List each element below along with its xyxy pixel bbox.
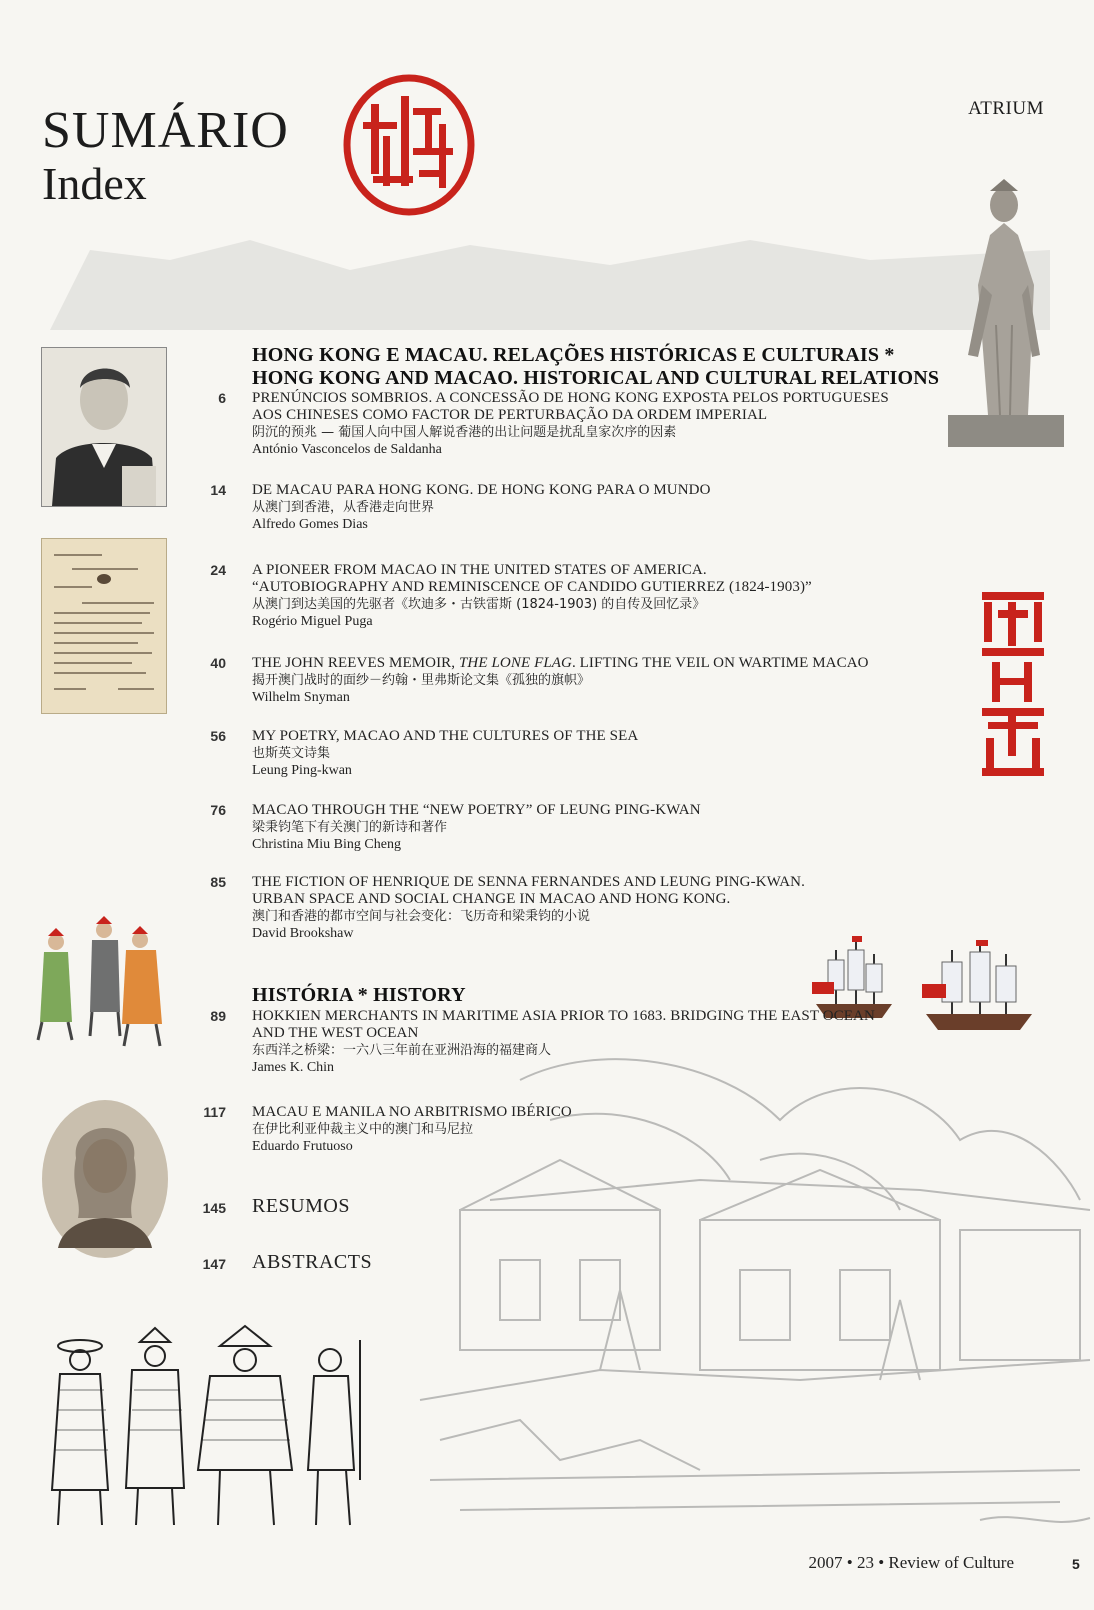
- page-number: 85: [210, 874, 226, 890]
- entry-author: Christina Miu Bing Cheng: [252, 837, 401, 852]
- entry-title-part: THE JOHN REEVES MEMOIR,: [252, 655, 459, 671]
- chinese-figures-illustration: [28, 912, 178, 1062]
- background-watermark: [50, 230, 1050, 330]
- page-number: 117: [203, 1104, 226, 1120]
- entry-author: Eduardo Frutuoso: [252, 1139, 353, 1154]
- entry-title-italic: THE LONE FLAG: [458, 655, 572, 671]
- page-number: 40: [210, 655, 226, 671]
- entry-author: David Brookshaw: [252, 926, 354, 941]
- page-title: SUMÁRIO: [42, 102, 289, 159]
- page-number: 24: [210, 562, 226, 578]
- entry-title-line: PRENÚNCIOS SOMBRIOS. A CONCESSÃO DE HONG KONG EXPOSTA PELOS PORTUGUESES: [252, 390, 889, 406]
- section-label: ATRIUM: [968, 98, 1044, 119]
- entry-author: Alfredo Gomes Dias: [252, 517, 368, 532]
- historical-letter-image: [41, 538, 167, 714]
- page-number: 145: [202, 1200, 226, 1216]
- page-number: 14: [210, 482, 226, 498]
- entry-author: Rogério Miguel Puga: [252, 614, 373, 629]
- footer-issue-info: 2007 • 23 • Review of Culture: [808, 1553, 1014, 1572]
- entry-label: ABSTRACTS: [252, 1251, 373, 1273]
- entry-author: António Vasconcelos de Saldanha: [252, 442, 442, 457]
- entry-title-line: [252, 655, 952, 672]
- entry-title-line: AND THE WEST OCEAN: [252, 1025, 419, 1041]
- section-title-en: HONG KONG AND MACAO. HISTORICAL AND CULTURAL RELATIONS: [252, 367, 940, 389]
- section-title-pt: HONG KONG E MACAU. RELAÇÕES HISTÓRICAS E CULTURAIS *: [252, 344, 895, 366]
- entry-title-line: MACAO THROUGH THE “NEW POETRY” OF LEUNG PING-KWAN: [252, 802, 701, 818]
- entry-chinese-title: 东西洋之桥梁：一六八三年前在亚洲沿海的福建商人: [252, 1043, 552, 1058]
- entry-chinese-title: 澳门和香港的都市空间与社会变化：飞历奇和梁秉钧的小说: [252, 909, 591, 924]
- oval-portrait-engraving: [40, 1098, 170, 1260]
- page-number: 6: [218, 390, 226, 406]
- entry-author: Wilhelm Snyman: [252, 690, 350, 705]
- footer-page-number: 5: [1072, 1556, 1080, 1572]
- entry-title-line: A PIONEER FROM MACAO IN THE UNITED STATES OF AMERICA.: [252, 562, 707, 578]
- entry-author: James K. Chin: [252, 1060, 335, 1075]
- entry-chinese-title: 也斯英文诗集: [252, 746, 331, 761]
- entry-chinese-title: 从澳门到达美国的先驱者《坎迪多・古铁雷斯 (1824-1903) 的自传及回忆录》: [252, 597, 706, 612]
- entry-title-part: . LIFTING THE VEIL ON WARTIME MACAO: [571, 655, 869, 671]
- entry-chinese-title: 从澳门到香港，从香港走向世界: [252, 500, 435, 515]
- entry-title-line: DE MACAU PARA HONG KONG. DE HONG KONG PARA O MUNDO: [252, 482, 711, 498]
- entry-title-line: THE FICTION OF HENRIQUE DE SENNA FERNANDES AND LEUNG PING-KWAN.: [252, 874, 805, 890]
- entry-chinese-title: 在伊比利亚仲裁主义中的澳门和马尼拉: [252, 1122, 474, 1137]
- engraved-figures-illustration: [30, 1320, 390, 1540]
- page-number: 76: [210, 802, 226, 818]
- page-number: 147: [202, 1256, 226, 1272]
- red-vertical-seal: [978, 588, 1048, 778]
- entry-author: Leung Ping-kwan: [252, 763, 352, 778]
- entry-chinese-title: 阴沉的预兆 — 葡国人向中国人解说香港的出让问题是扰乱皇家次序的因素: [252, 425, 677, 440]
- statue-photo: [948, 165, 1064, 447]
- entry-title-line: HOKKIEN MERCHANTS IN MARITIME ASIA PRIOR TO 1683. BRIDGING THE EAST OCEAN: [252, 1008, 875, 1024]
- entry-title-line: “AUTOBIOGRAPHY AND REMINISCENCE OF CANDIDO GUTIERREZ (1824-1903)”: [252, 579, 812, 595]
- page-number: 56: [210, 728, 226, 744]
- entry-title-line: AOS CHINESES COMO FACTOR DE PERTURBAÇÃO DA ORDEM IMPERIAL: [252, 407, 768, 423]
- entry-title-line: MACAU E MANILA NO ARBITRISMO IBÉRICO: [252, 1104, 572, 1120]
- portrait-engraving: [41, 347, 167, 507]
- entry-title-line: URBAN SPACE AND SOCIAL CHANGE IN MACAO AND HONG KONG.: [252, 891, 731, 907]
- entry-chinese-title: 梁秉钧笔下有关澳门的新诗和著作: [252, 820, 448, 835]
- entry-chinese-title: 揭开澳门战时的面纱－约翰・里弗斯论文集《孤独的旗帜》: [252, 673, 591, 688]
- red-seal-stamp: [343, 74, 475, 216]
- entry-label: RESUMOS: [252, 1195, 350, 1217]
- title-block: [42, 104, 289, 210]
- entry-title-line: MY POETRY, MACAO AND THE CULTURES OF THE SEA: [252, 728, 639, 744]
- page-subtitle: Index: [42, 158, 147, 209]
- section-title: HISTÓRIA * HISTORY: [252, 984, 466, 1006]
- page-number: 89: [210, 1008, 226, 1024]
